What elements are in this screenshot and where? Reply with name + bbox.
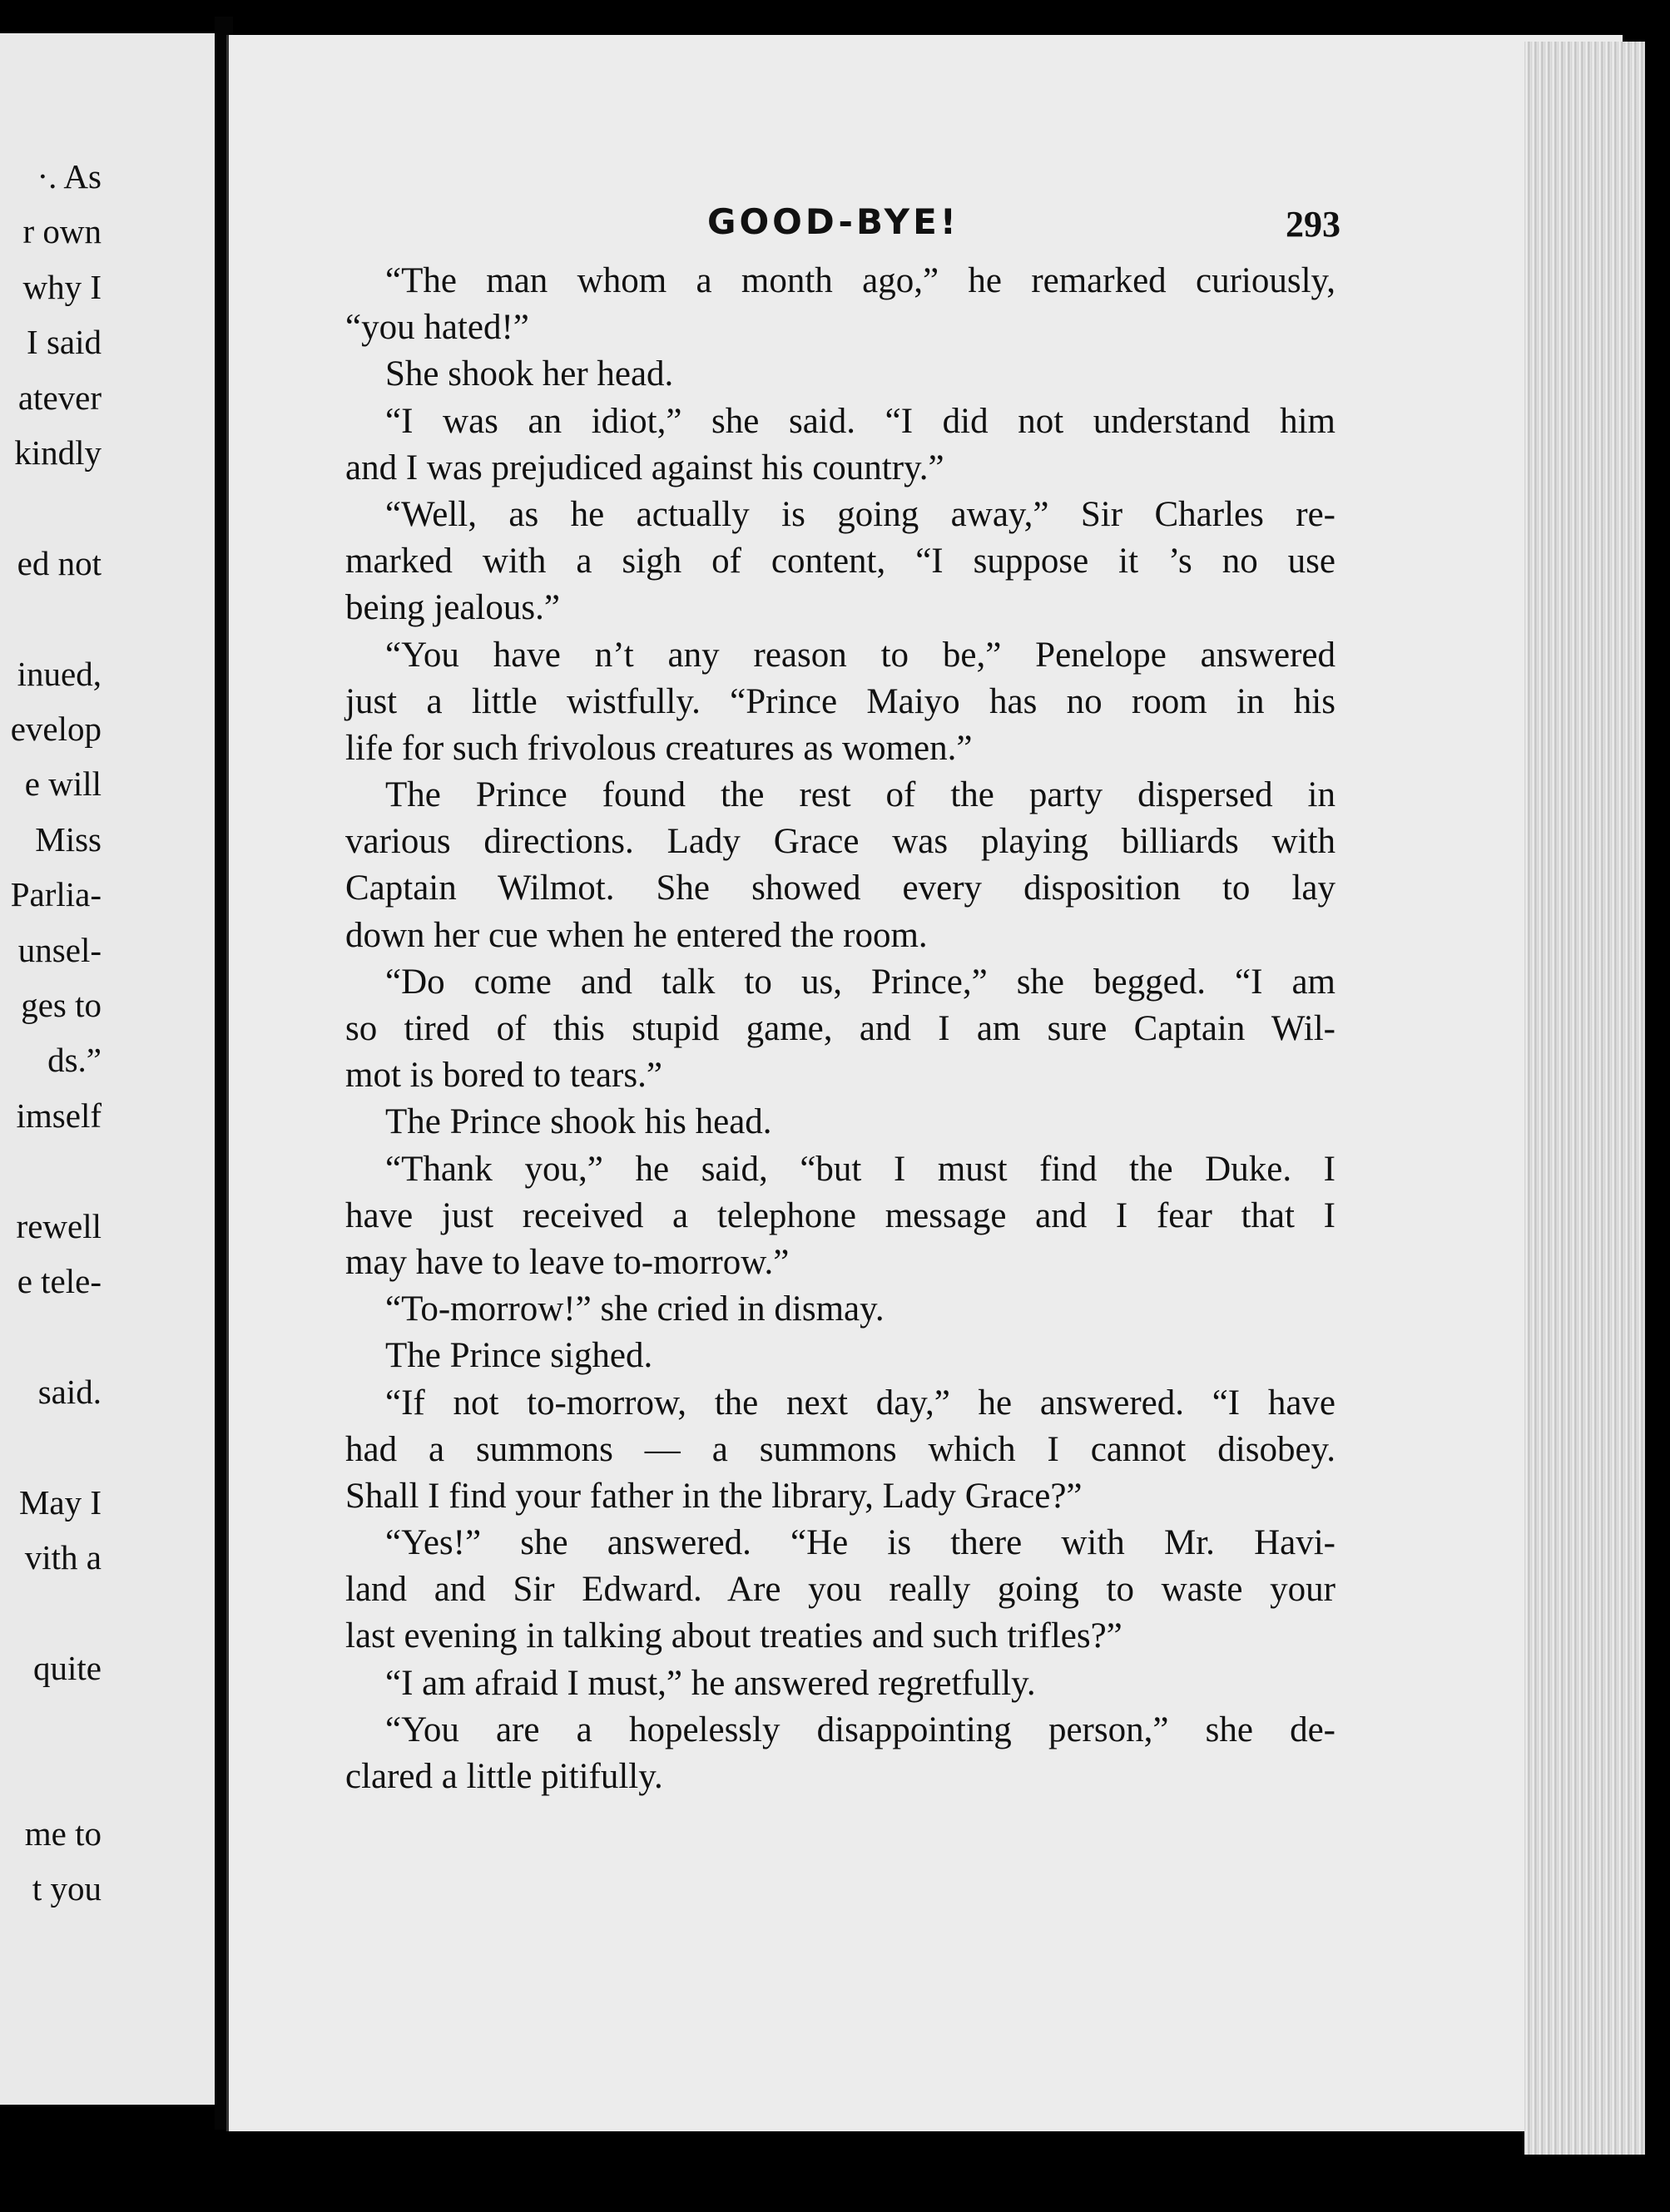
text-line: being jealous.” bbox=[345, 588, 560, 628]
right-page bbox=[226, 35, 1623, 2131]
text-line: various directions. Lady Grace was playing billiards with bbox=[345, 822, 1336, 862]
left-page-line: said. bbox=[37, 1372, 102, 1411]
text-line: have just received a telephone message and I fear that I bbox=[345, 1195, 1336, 1235]
text-line: “you hated!” bbox=[345, 308, 529, 348]
left-page-line: imself bbox=[16, 1096, 102, 1135]
left-page-line: why I bbox=[22, 267, 102, 306]
text-line: “If not to-morrow, the next day,” he answered. “I have bbox=[385, 1383, 1336, 1423]
text-line: Shall I find your father in the library, Lady Grace?” bbox=[345, 1476, 1083, 1516]
left-page-line: vith a bbox=[24, 1538, 102, 1576]
text-line: “Well, as he actually is going away,” Sir Charles re- bbox=[385, 494, 1336, 534]
text-line: marked with a sigh of content, “I suppose it ’s no use bbox=[345, 542, 1336, 581]
left-page-line: ed not bbox=[17, 543, 102, 582]
left-page-line: ds.” bbox=[47, 1041, 102, 1080]
text-line: She shook her head. bbox=[385, 354, 674, 394]
text-line: may have to leave to-morrow.” bbox=[345, 1242, 790, 1282]
left-page-line: inued, bbox=[17, 654, 102, 693]
text-line: last evening in talking about treaties and such trifles?” bbox=[345, 1616, 1122, 1656]
text-line: The Prince found the rest of the party dispersed in bbox=[385, 775, 1336, 815]
running-head: GOOD-BYE! bbox=[707, 201, 959, 242]
text-line: just a little wistfully. “Prince Maiyo has no room in his bbox=[345, 681, 1336, 721]
left-page-fragment bbox=[0, 33, 218, 2105]
text-line: and I was prejudiced against his country.” bbox=[345, 448, 944, 487]
left-page-line: rewell bbox=[16, 1206, 102, 1245]
text-line: “Yes!” she answered. “He is there with Mr. Havi- bbox=[385, 1523, 1336, 1563]
text-line: “To-morrow!” she cried in dismay. bbox=[385, 1289, 885, 1329]
text-line: so tired of this stupid game, and I am sure Captain Wil- bbox=[345, 1009, 1336, 1048]
left-page-line: e will bbox=[24, 765, 102, 804]
body-text bbox=[345, 258, 1336, 1800]
text-line: had a summons — a summons which I cannot disobey. bbox=[345, 1429, 1336, 1469]
left-page-line: evelop bbox=[10, 710, 102, 748]
left-page-line: me to bbox=[24, 1814, 102, 1853]
left-page-line: May I bbox=[18, 1482, 102, 1522]
left-page-line: I said bbox=[27, 323, 102, 362]
left-page-line: Parlia- bbox=[10, 875, 102, 914]
text-line: “Thank you,” he said, “but I must find the Duke. I bbox=[385, 1149, 1336, 1189]
text-line: The Prince sighed. bbox=[385, 1336, 653, 1376]
page-number: 293 bbox=[1286, 204, 1340, 245]
text-line: “Do come and talk to us, Prince,” she begged. “I am bbox=[385, 962, 1336, 1002]
text-line: “I was an idiot,” she said. “I did not understand him bbox=[385, 401, 1336, 441]
left-page-line: ges to bbox=[21, 986, 102, 1024]
left-page-line: t you bbox=[32, 1869, 102, 1908]
text-line: Captain Wilmot. She showed every disposition to lay bbox=[345, 868, 1336, 908]
left-page-line: unsel- bbox=[17, 930, 102, 969]
left-page-line: quite bbox=[33, 1648, 102, 1687]
text-line: down her cue when he entered the room. bbox=[345, 915, 928, 955]
page-edges bbox=[1524, 42, 1645, 2155]
text-line: “I am afraid I must,” he answered regretfully. bbox=[385, 1663, 1036, 1703]
text-line: The Prince shook his head. bbox=[385, 1102, 772, 1142]
text-line: clared a little pitifully. bbox=[345, 1757, 663, 1796]
text-line: “You are a hopelessly disappointing person,” she de- bbox=[385, 1710, 1336, 1749]
left-page-line: Miss bbox=[35, 819, 102, 859]
text-line: mot is bored to tears.” bbox=[345, 1056, 662, 1096]
text-line: land and Sir Edward. Are you really going to waste your bbox=[345, 1570, 1336, 1610]
text-line: “The man whom a month ago,” he remarked curiously, bbox=[385, 261, 1336, 300]
text-line: “You have n’t any reason to be,” Penelope answered bbox=[385, 635, 1336, 675]
left-page-line: r own bbox=[22, 212, 102, 251]
left-page-line: e tele- bbox=[17, 1262, 102, 1300]
text-line: life for such frivolous creatures as women.” bbox=[345, 728, 973, 768]
left-page-line: kindly bbox=[14, 433, 102, 472]
left-page-line: ·. As bbox=[37, 157, 102, 195]
left-page-line: atever bbox=[17, 378, 102, 417]
